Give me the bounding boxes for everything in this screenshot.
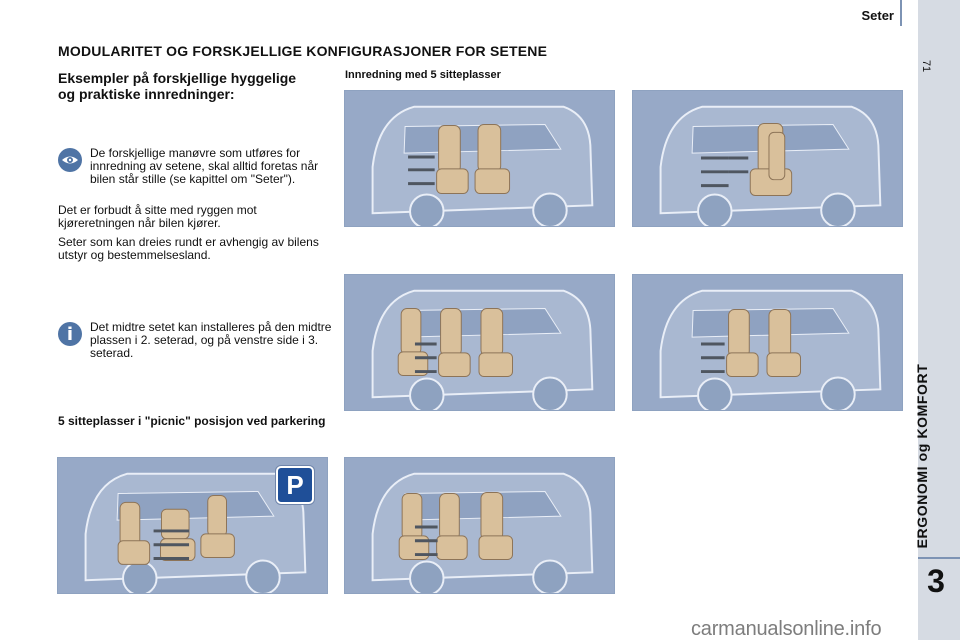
page-heading: MODULARITET OG FORSKJELLIGE KONFIGURASJONER FOR SETENE [58,43,548,59]
watermark: carmanualsonline.info [691,618,882,640]
seat-layout-illustration [344,457,615,594]
eye-icon [58,148,82,172]
body-copy [58,204,323,268]
chapter-title: ERGONOMI og KOMFORT [914,363,930,549]
warning-note: De forskjellige manøvre som utføres for innredning av setene, skal alltid foretas når bilen står stille (se kapittel om "Seter"). [90,146,319,186]
backwards-seating-rule: Det er forbudt å sitte med ryggen mot kjøreretningen når bilen kjører. [58,203,257,230]
five-seat-heading: Innredning med 5 sitteplasser [345,69,501,81]
parking-sign-icon: P [276,466,314,504]
swivel-seat-note: Seter som kan dreies rundt er avhengig av bilens utstyr og bestemmelsesland. [58,235,319,262]
seat-layout-illustration [344,274,615,411]
info-icon: i [58,322,82,346]
page-number: 71 [920,59,932,73]
chapter-divider [918,557,960,559]
information-note: Det midtre setet kan installeres på den midtre plassen i 2. seterad, og på venstre side i 3. seterad. [90,320,332,360]
seat-layout-illustration [632,90,903,227]
header-divider [900,0,902,26]
chapter-number: 3 [927,563,945,599]
picnic-heading: 5 sitteplasser i "picnic" posisjon ved parkering [58,414,326,428]
seat-layout-illustration [632,274,903,411]
examples-heading: Eksempler på forskjellige hyggelige og praktiske innredninger: [58,70,297,102]
section-label: Seter [861,8,894,23]
seat-layout-illustration [344,90,615,227]
